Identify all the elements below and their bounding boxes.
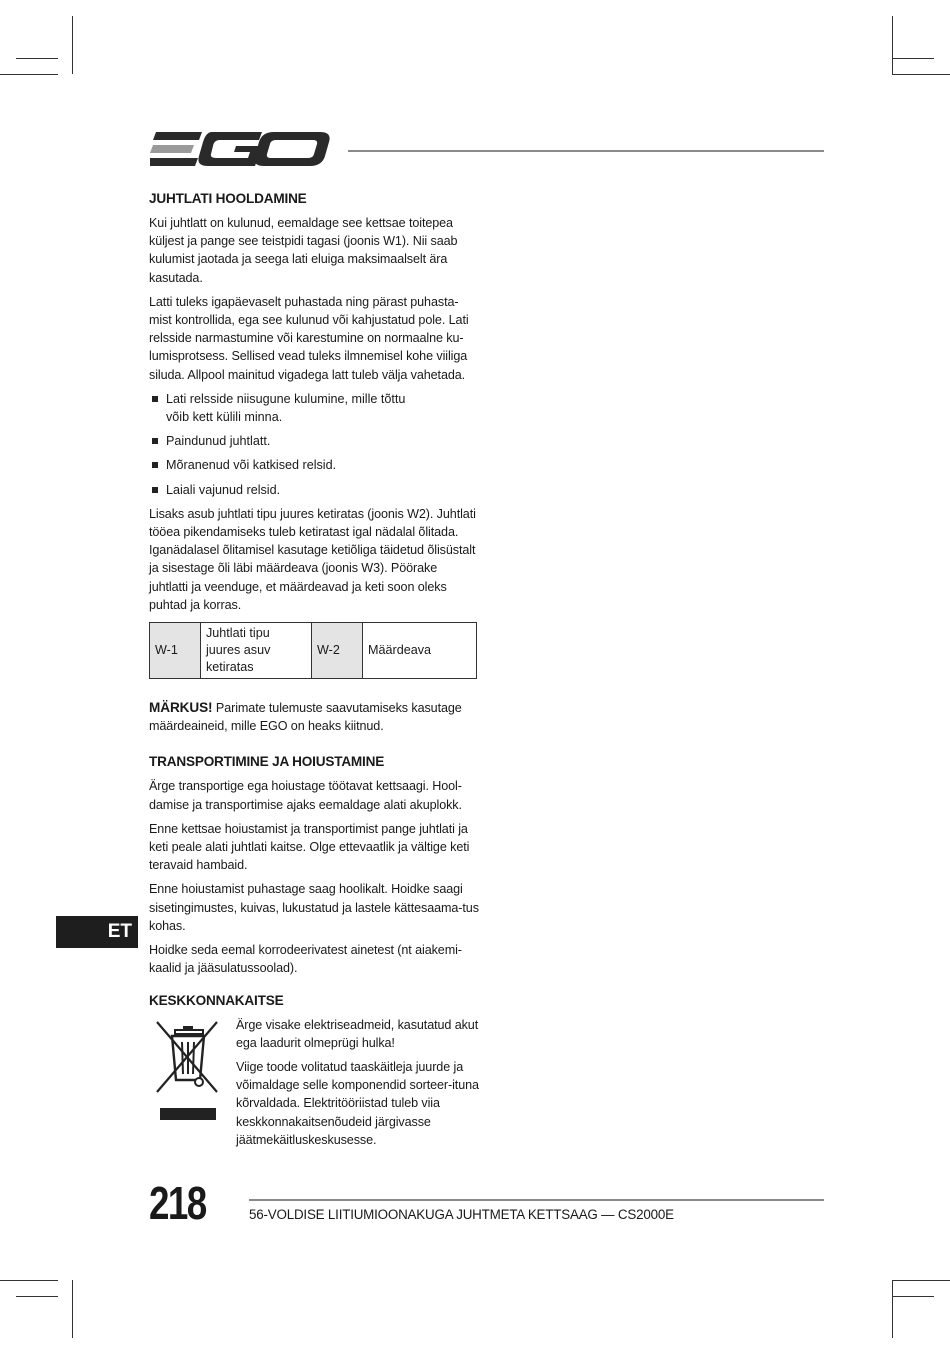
paragraph: Ärge visake elektriseadmeid, kasutatud akut ega laadurit olmeprügi hulka! bbox=[236, 1017, 479, 1050]
bullet-list bbox=[149, 390, 479, 499]
figure-legend-table bbox=[149, 622, 477, 679]
note bbox=[149, 699, 479, 735]
list-item bbox=[149, 432, 479, 450]
crop-mark bbox=[16, 1296, 58, 1297]
legend-value: Juhtlati tipu juures asuv ketiratas bbox=[201, 623, 312, 679]
list-item bbox=[149, 481, 479, 499]
crossed-out-wheelie-bin-icon bbox=[155, 1020, 221, 1122]
list-item-text: Lati relsside niisugune kulumine, mille tõttu võib kett külili minna. bbox=[166, 391, 406, 425]
bullet-square-icon bbox=[152, 396, 158, 402]
list-item bbox=[149, 456, 479, 474]
bullet-square-icon bbox=[152, 438, 158, 444]
list-item-text: Paindunud juhtlatt. bbox=[166, 434, 271, 449]
list-item-text: Mõranenud või katkised relsid. bbox=[166, 458, 337, 473]
legend-key: W-1 bbox=[150, 623, 201, 679]
paragraph: Hoidke seda eemal korrodeerivatest ainetest (nt aiakemi-kaalid ja jääsulatussoolad). bbox=[149, 943, 462, 976]
section-heading-environment: KESKKONNAKAITSE bbox=[149, 992, 284, 1008]
paragraph: Enne hoiustamist puhastage saag hoolikalt. Hoidke saagi sisetingimustes, kuivas, lukustatud ja lastele kättesaama-tus kohas. bbox=[149, 882, 479, 933]
paragraph: Ärge transportige ega hoiustage töötavat kettsaagi. Hool-damise ja transportimise ajaks eemaldage alati akuplokk. bbox=[149, 779, 462, 812]
legend-value: Määrdeava bbox=[363, 623, 477, 679]
language-tab: ET bbox=[56, 916, 138, 948]
crop-mark bbox=[72, 1280, 73, 1338]
environment-block bbox=[149, 1016, 479, 1149]
environment-text bbox=[236, 1016, 479, 1149]
crop-mark bbox=[0, 74, 58, 75]
section-heading-transport: TRANSPORTIMINE JA HOIUSTAMINE bbox=[149, 754, 385, 770]
paragraph: Kui juhtlatt on kulunud, eemaldage see kettsae toitepea küljest ja pange see teistpidi tagasi (joonis W1). Nii saab kulumist jaotada ja seega lati eluiga maksimaalselt ära kasutada. bbox=[149, 216, 458, 285]
list-item-text: Laiali vajunud relsid. bbox=[166, 482, 281, 497]
footer-title: 56-VOLDISE LIITIUMIOONAKUGA JUHTMETA KETTSAAG — CS2000E bbox=[249, 1207, 674, 1222]
crop-mark bbox=[892, 74, 950, 75]
crop-mark bbox=[0, 1280, 58, 1281]
crop-mark bbox=[892, 1280, 950, 1281]
list-item bbox=[149, 390, 479, 426]
crop-mark bbox=[892, 58, 934, 59]
main-column bbox=[149, 190, 479, 1155]
bullet-square-icon bbox=[152, 487, 158, 493]
crop-mark bbox=[892, 1296, 934, 1297]
note-text: Parimate tulemuste saavutamiseks kasutage määrdeaineid, mille EGO on heaks kiitnud. bbox=[149, 701, 462, 734]
header-rule bbox=[348, 150, 824, 152]
paragraph: Latti tuleks igapäevaselt puhastada ning pärast puhasta-mist kontrollida, ega see kulunud või kahjustatud pole. Lati relsside narmastumine või karestumine on normaalne ku-lumisprotsess. Sellised vead tuleks ilmnemisel kohe viiliga siluda. Allpool mainitud vigadega latt tuleb välja vahetada. bbox=[149, 294, 469, 382]
crop-mark bbox=[892, 1280, 893, 1338]
crop-mark bbox=[16, 58, 58, 59]
paragraph: Enne kettsae hoiustamist ja transportimist pange juhtlati ja keti peale alati juhtlati kaitse. Olge ettevaatlik ja vältige keti teravaid hambaid. bbox=[149, 821, 470, 873]
crop-mark bbox=[72, 16, 73, 74]
paragraph: Viige toode volitatud taaskäitleja juurde ja võimaldage selle komponendid sorteer-ituna kõrvaldada. Elektritööriistad tuleb viia keskkonnakaitsenõudeid järgivasse jäätmekäitluskeskusesse. bbox=[236, 1059, 479, 1147]
table-row bbox=[150, 623, 477, 679]
page-number: 218 bbox=[149, 1177, 206, 1229]
legend-key: W-2 bbox=[312, 623, 363, 679]
footer-rule bbox=[249, 1199, 824, 1201]
paragraph: Lisaks asub juhtlati tipu juures ketiratas (joonis W2). Juhtlati tööea pikendamiseks tuleb ketiratast igal nädalal õlitada. Iganädalasel õlitamisel kasutage ketiõliga täidetud õlisüstalt ja sisestage õli läbi määrdeava (joonis W3). Pöörake juhtlatti ja veenduge, et määrdeavad ja keti soon oleks puhtad ja korras. bbox=[149, 506, 476, 612]
ego-logo-icon bbox=[150, 128, 332, 172]
section-heading-bar-maintenance: JUHTLATI HOOLDAMINE bbox=[149, 191, 307, 206]
crop-mark bbox=[892, 16, 893, 74]
bullet-square-icon bbox=[152, 462, 158, 468]
note-label: MÄRKUS! bbox=[149, 700, 213, 716]
